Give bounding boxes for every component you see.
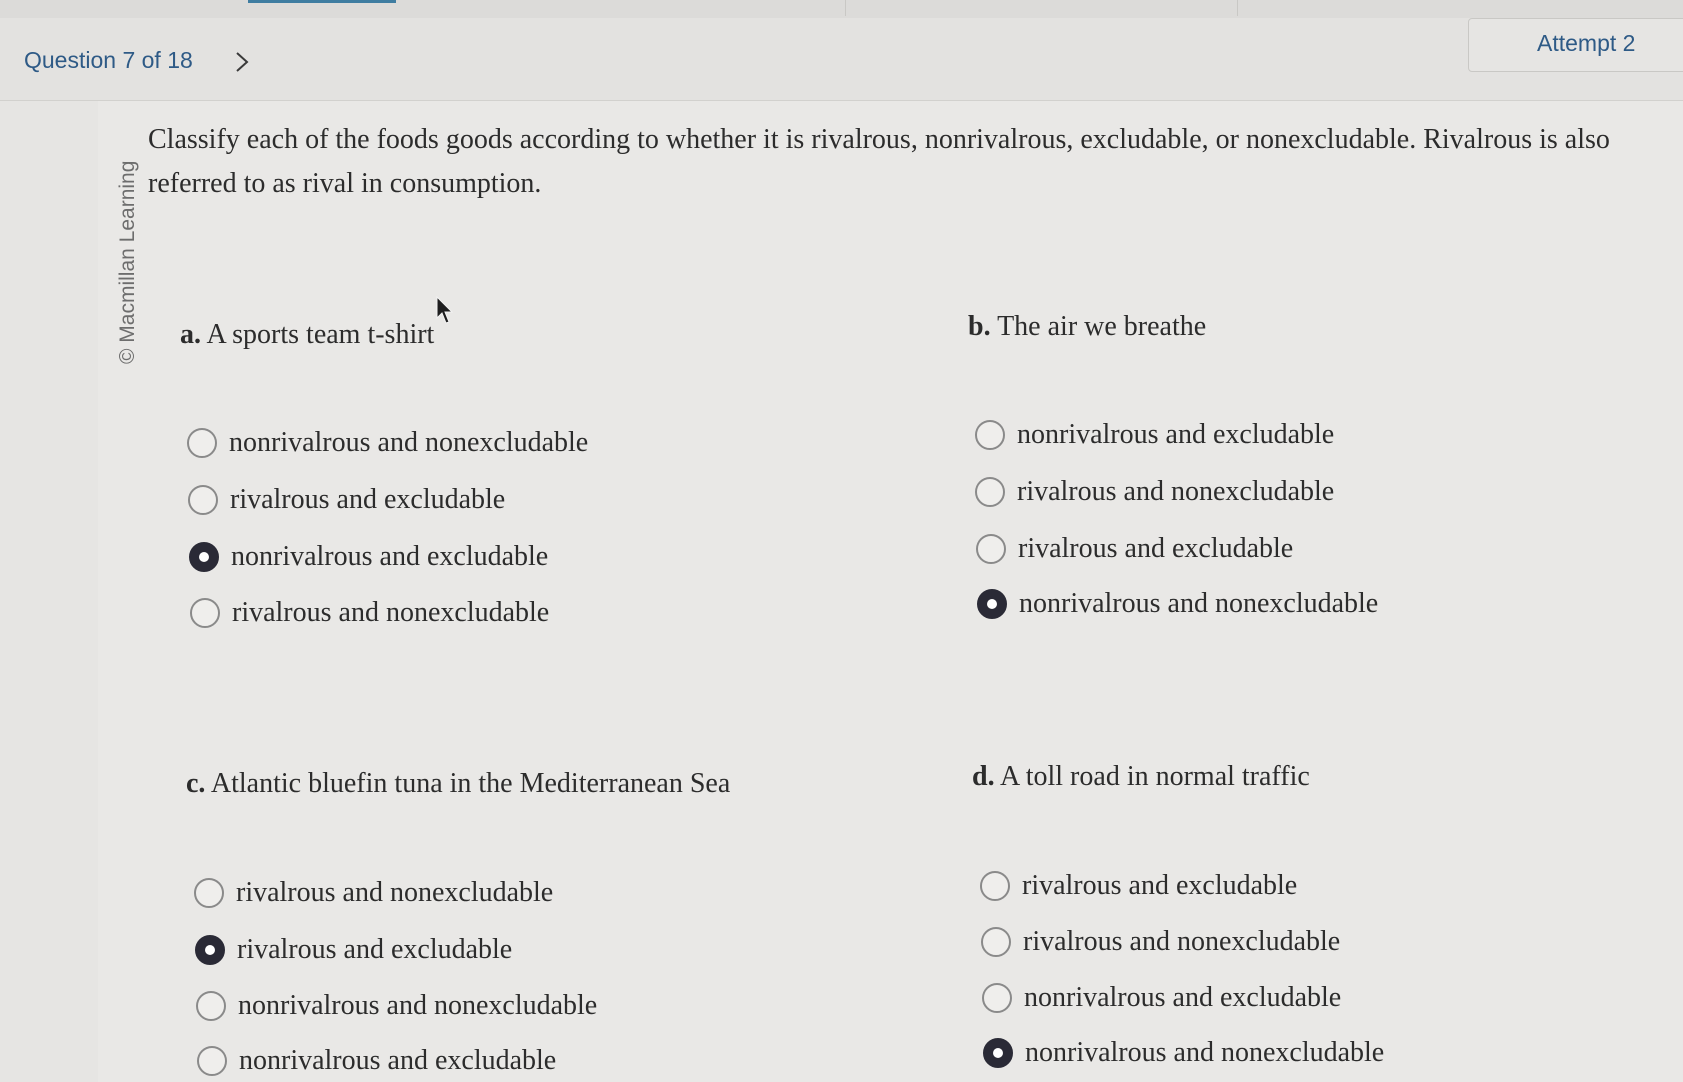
tab-divider — [845, 0, 846, 16]
browser-top-strip — [0, 0, 1683, 19]
option-label: rivalrous and nonexcludable — [1017, 476, 1335, 507]
question-text: Atlantic bluefin tuna in the Mediterranean Sea — [210, 768, 731, 799]
question-a-title — [180, 319, 434, 351]
radio-button[interactable] — [981, 927, 1011, 957]
question-letter: b. — [968, 311, 991, 342]
question-counter[interactable]: Question 7 of 18 — [24, 47, 193, 73]
question-a-option-2[interactable] — [188, 484, 505, 516]
option-label: rivalrous and excludable — [1022, 870, 1298, 901]
radio-button[interactable] — [982, 983, 1012, 1013]
option-label: rivalrous and nonexcludable — [236, 877, 554, 908]
question-d-option-2[interactable] — [981, 926, 1340, 958]
question-d-option-4[interactable] — [983, 1037, 1384, 1069]
question-d-option-1[interactable] — [980, 870, 1297, 902]
question-header — [0, 18, 1683, 101]
tab-divider — [1237, 0, 1238, 16]
option-label: nonrivalrous and nonexcludable — [229, 427, 589, 458]
copyright-credit: © Macmillan Learning — [116, 160, 139, 364]
option-label: nonrivalrous and nonexcludable — [1019, 588, 1379, 619]
question-a-option-3[interactable] — [189, 541, 548, 573]
radio-button[interactable] — [197, 1046, 227, 1076]
radio-button-selected[interactable] — [977, 589, 1007, 619]
attempt-label: Attempt 2 — [1537, 30, 1636, 56]
radio-button[interactable] — [975, 420, 1005, 450]
question-d-option-3[interactable] — [982, 982, 1341, 1014]
radio-button[interactable] — [976, 534, 1006, 564]
mouse-pointer-icon — [436, 296, 456, 326]
option-label: rivalrous and nonexcludable — [232, 597, 550, 628]
option-label: rivalrous and excludable — [230, 484, 506, 515]
question-b-option-1[interactable] — [975, 419, 1334, 451]
question-b-option-3[interactable] — [976, 533, 1293, 565]
question-text: A sports team t-shirt — [206, 319, 435, 350]
question-prompt: Classify each of the foods goods according to whether it is rivalrous, nonrivalrous, excludable, or nonexcludable. Rivalrous is also referred to as rival in consumption. — [148, 124, 1610, 199]
question-b-option-2[interactable] — [975, 476, 1334, 508]
question-letter: c. — [186, 768, 206, 799]
option-label: nonrivalrous and nonexcludable — [238, 990, 598, 1021]
question-letter: d. — [972, 761, 995, 792]
question-d-title — [972, 761, 1310, 793]
option-label: nonrivalrous and excludable — [239, 1045, 557, 1076]
radio-button[interactable] — [194, 878, 224, 908]
question-text: The air we breathe — [997, 311, 1207, 342]
question-a-option-4[interactable] — [190, 597, 549, 629]
radio-button[interactable] — [188, 485, 218, 515]
question-c-option-4[interactable] — [197, 1045, 556, 1077]
radio-button-selected[interactable] — [983, 1038, 1013, 1068]
active-tab-indicator — [248, 0, 396, 3]
radio-button[interactable] — [187, 428, 217, 458]
radio-button-selected[interactable] — [195, 935, 225, 965]
option-label: rivalrous and excludable — [237, 934, 513, 965]
question-c-option-1[interactable] — [194, 877, 553, 909]
question-c-title — [186, 768, 730, 800]
option-label: rivalrous and nonexcludable — [1023, 926, 1341, 957]
question-b-title — [968, 311, 1206, 343]
radio-button[interactable] — [975, 477, 1005, 507]
radio-button-selected[interactable] — [189, 542, 219, 572]
question-a-option-1[interactable] — [187, 427, 588, 459]
radio-button[interactable] — [196, 991, 226, 1021]
question-letter: a. — [180, 319, 201, 350]
question-c-option-2[interactable] — [195, 934, 512, 966]
chevron-right-icon[interactable] — [232, 50, 252, 74]
option-label: nonrivalrous and excludable — [1017, 419, 1335, 450]
question-c-option-3[interactable] — [196, 990, 597, 1022]
radio-button[interactable] — [190, 598, 220, 628]
option-label: rivalrous and excludable — [1018, 533, 1294, 564]
radio-button[interactable] — [980, 871, 1010, 901]
option-label: nonrivalrous and excludable — [1024, 982, 1342, 1013]
option-label: nonrivalrous and excludable — [231, 541, 549, 572]
question-b-option-4[interactable] — [977, 588, 1378, 620]
option-label: nonrivalrous and nonexcludable — [1025, 1037, 1385, 1068]
question-text: A toll road in normal traffic — [1000, 761, 1310, 792]
